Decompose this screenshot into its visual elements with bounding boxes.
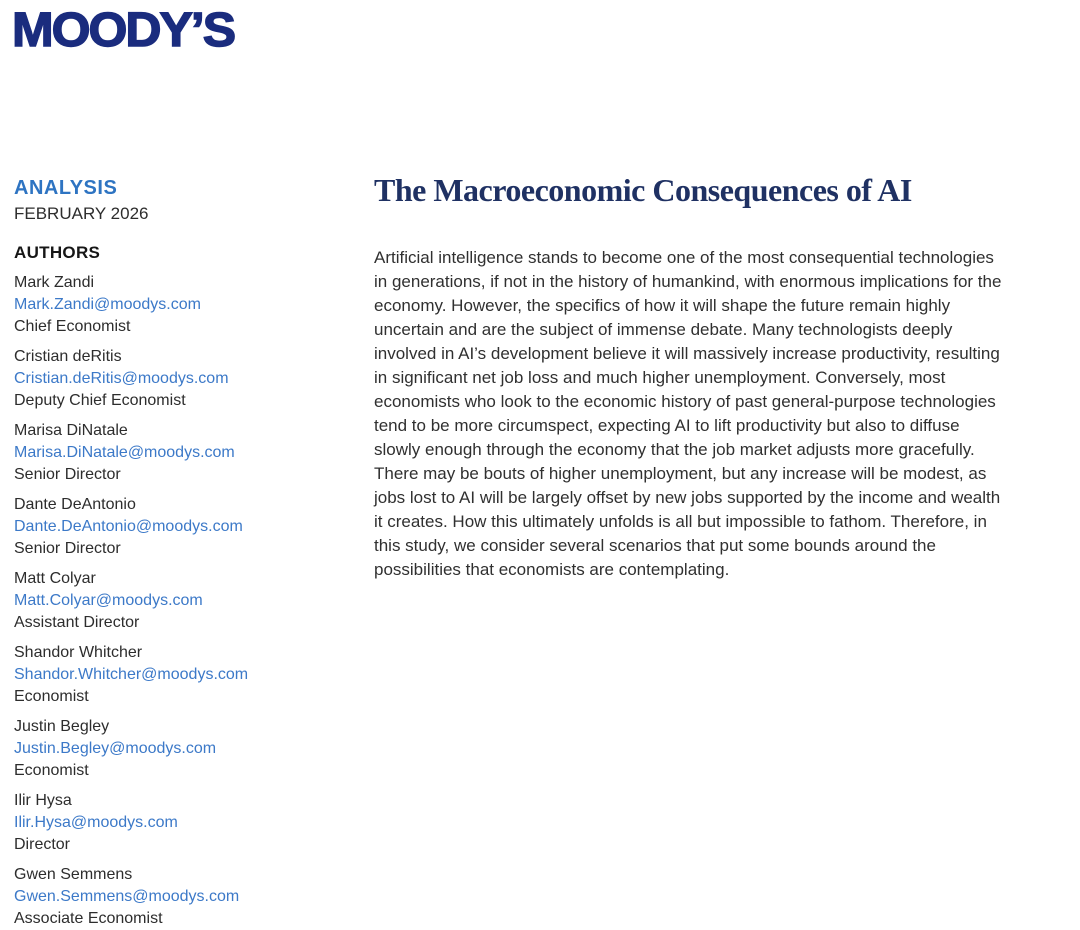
author-title: Director bbox=[14, 836, 71, 853]
author-name: Marisa DiNatale bbox=[14, 422, 128, 439]
author-title: Chief Economist bbox=[14, 318, 131, 335]
author-name: Dante DeAntonio bbox=[14, 496, 136, 513]
author-title: Economist bbox=[14, 762, 89, 779]
author-email-link[interactable]: Justin.Begley@moodys.com bbox=[14, 740, 217, 757]
article-body: Artificial intelligence stands to become one of the most consequential technologies in generations, if not in the history of humankind, with enormous implications for the economy. However, the specifics of how it will shape the future remain highly uncertain and are the subject of immense debate. Many technologists deeply involved in AI’s development believe it will massively increase productivity, resulting in significant net job loss and much higher unemployment. Conversely, most economists who look to the economic history of past general-purpose technologies tend to be more circumspect, expecting AI to lift productivity but also to diffuse slowly enough through the economy that the job market adjusts more gracefully. There may be bouts of higher unemployment, but any increase will be modest, as jobs lost to AI will be largely offset by new jobs supported by the income and wealth it creates. How this ultimately unfolds is all but impossible to fathom. Therefore, in this study, we consider several scenarios that put some bounds around the possibilities that economists are contemplating. bbox=[374, 248, 1002, 579]
author-entry bbox=[14, 642, 359, 708]
author-name: Mark Zandi bbox=[14, 274, 95, 291]
author-title: Assistant Director bbox=[14, 614, 140, 631]
publication-date: FEBRUARY 2026 bbox=[14, 204, 149, 223]
author-name: Cristian deRitis bbox=[14, 348, 122, 365]
moodys-logo: MOODY’S bbox=[12, 2, 235, 57]
author-title: Senior Director bbox=[14, 466, 121, 483]
author-title: Associate Economist bbox=[14, 910, 163, 927]
author-entry bbox=[14, 272, 359, 338]
author-entry bbox=[14, 420, 359, 486]
author-name: Matt Colyar bbox=[14, 570, 96, 587]
author-email-link[interactable]: Gwen.Semmens@moodys.com bbox=[14, 888, 240, 905]
author-name: Ilir Hysa bbox=[14, 792, 72, 809]
author-entry bbox=[14, 716, 359, 782]
article-title: The Macroeconomic Consequences of AI bbox=[374, 172, 912, 208]
authors-heading: AUTHORS bbox=[14, 243, 101, 262]
author-title: Economist bbox=[14, 688, 89, 705]
author-email-link[interactable]: Marisa.DiNatale@moodys.com bbox=[14, 444, 235, 461]
author-entry bbox=[14, 494, 359, 560]
analysis-label: ANALYSIS bbox=[14, 177, 118, 199]
author-email-link[interactable]: Shandor.Whitcher@moodys.com bbox=[14, 666, 249, 683]
author-name: Shandor Whitcher bbox=[14, 644, 143, 661]
author-email-link[interactable]: Matt.Colyar@moodys.com bbox=[14, 592, 203, 609]
author-name: Justin Begley bbox=[14, 718, 110, 735]
author-email-link[interactable]: Cristian.deRitis@moodys.com bbox=[14, 370, 229, 387]
author-entry bbox=[14, 790, 359, 856]
author-name: Gwen Semmens bbox=[14, 866, 133, 883]
author-email-link[interactable]: Ilir.Hysa@moodys.com bbox=[14, 814, 178, 831]
author-entry bbox=[14, 346, 359, 412]
author-email-link[interactable]: Mark.Zandi@moodys.com bbox=[14, 296, 201, 313]
author-title: Senior Director bbox=[14, 540, 121, 557]
article bbox=[374, 170, 1010, 582]
sidebar bbox=[14, 176, 359, 930]
author-entry bbox=[14, 568, 359, 634]
author-title: Deputy Chief Economist bbox=[14, 392, 186, 409]
author-entry bbox=[14, 864, 359, 930]
author-email-link[interactable]: Dante.DeAntonio@moodys.com bbox=[14, 518, 243, 535]
